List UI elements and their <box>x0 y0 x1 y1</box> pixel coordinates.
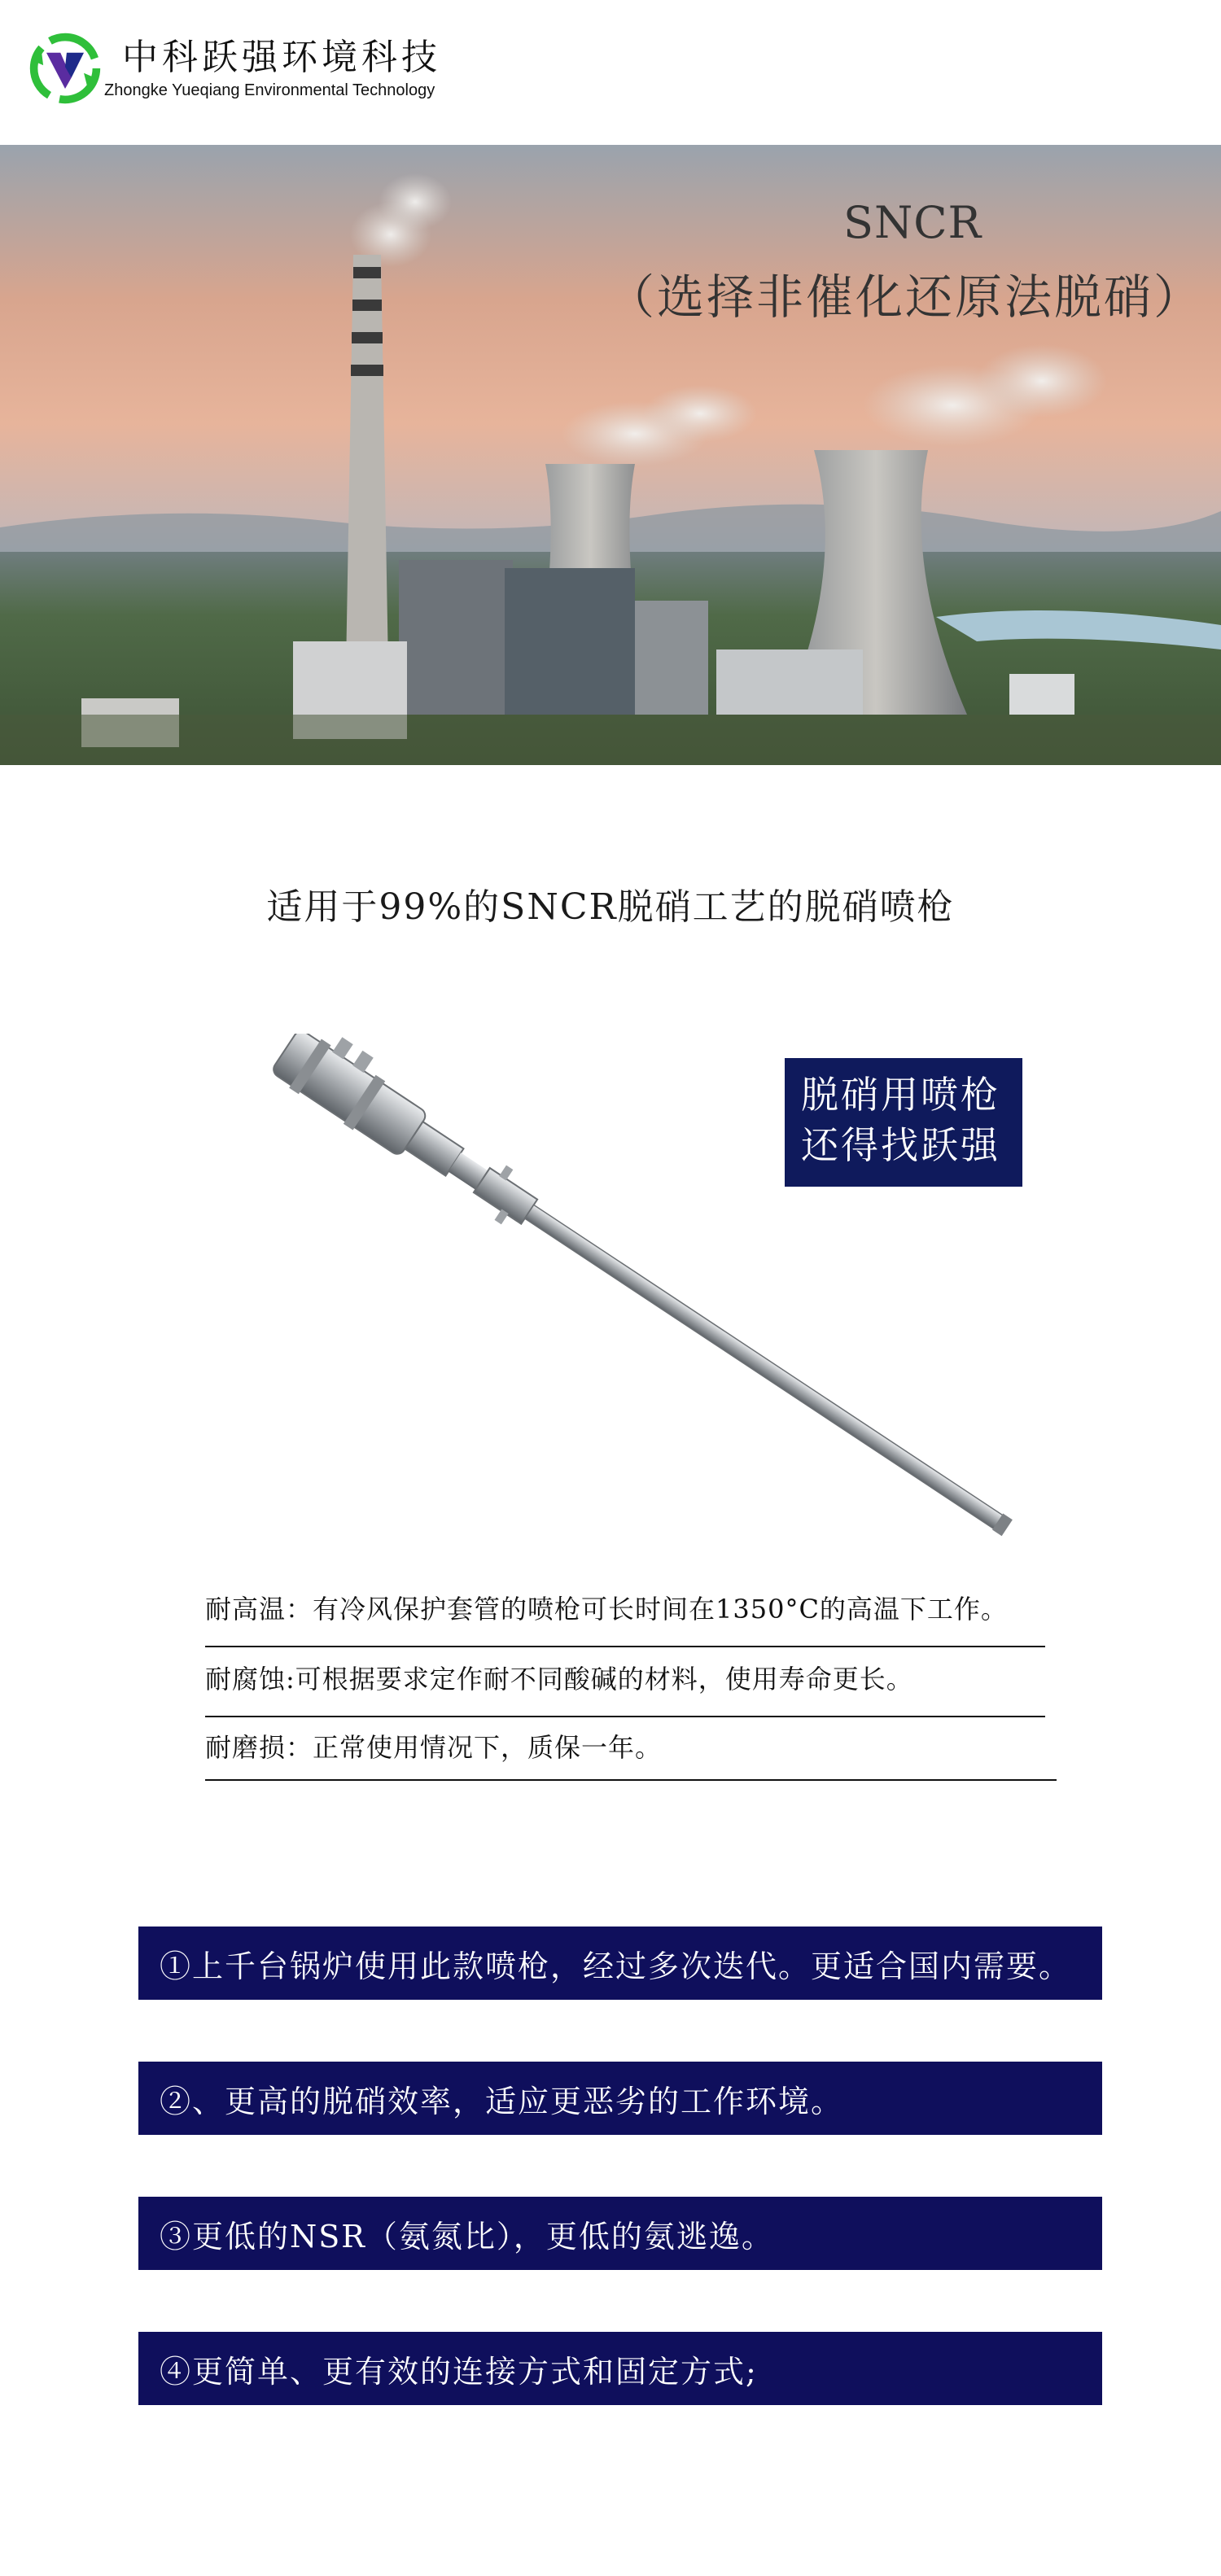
advantage-bar-2: ②、更高的脱硝效率，适应更恶劣的工作环境。 <box>138 2062 1102 2135</box>
power-plant-photo <box>0 145 1221 765</box>
slogan-line-1: 脱硝用喷枪 <box>801 1073 1000 1117</box>
divider <box>205 1779 1057 1781</box>
brand-name-en: Zhongke Yueqiang Environmental Technology <box>104 81 435 99</box>
feature-heat-resistance: 耐高温：有冷风保护套管的喷枪可长时间在1350°C的高温下工作。 <box>205 1594 1008 1625</box>
feature-corrosion-resistance: 耐腐蚀:可根据要求定作耐不同酸碱的材料，使用寿命更长。 <box>205 1664 913 1695</box>
slogan-line-2: 还得找跃强 <box>801 1123 1000 1167</box>
feature-wear-resistance: 耐磨损：正常使用情况下，质保一年。 <box>205 1732 663 1763</box>
company-logo-icon <box>26 29 104 107</box>
advantage-bar-1: ①上千台锅炉使用此款喷枪，经过多次迭代。更适合国内需要。 <box>138 1927 1102 2000</box>
header <box>0 0 1221 145</box>
hero-banner <box>0 145 1221 765</box>
hero-title: SNCR <box>843 197 982 248</box>
advantage-bar-4: ④更简单、更有效的连接方式和固定方式; <box>138 2332 1102 2405</box>
divider <box>205 1646 1045 1647</box>
brand-name-cn: 中科跃强环境科技 <box>122 37 441 78</box>
product-headline: 适用于99%的SNCR脱硝工艺的脱硝喷枪 <box>266 886 955 928</box>
hero-subtitle: （选择非催化还原法脱硝） <box>607 269 1204 325</box>
divider <box>205 1716 1045 1717</box>
advantage-bar-3: ③更低的NSR（氨氮比），更低的氨逃逸。 <box>138 2197 1102 2270</box>
slogan-box <box>785 1058 1022 1187</box>
